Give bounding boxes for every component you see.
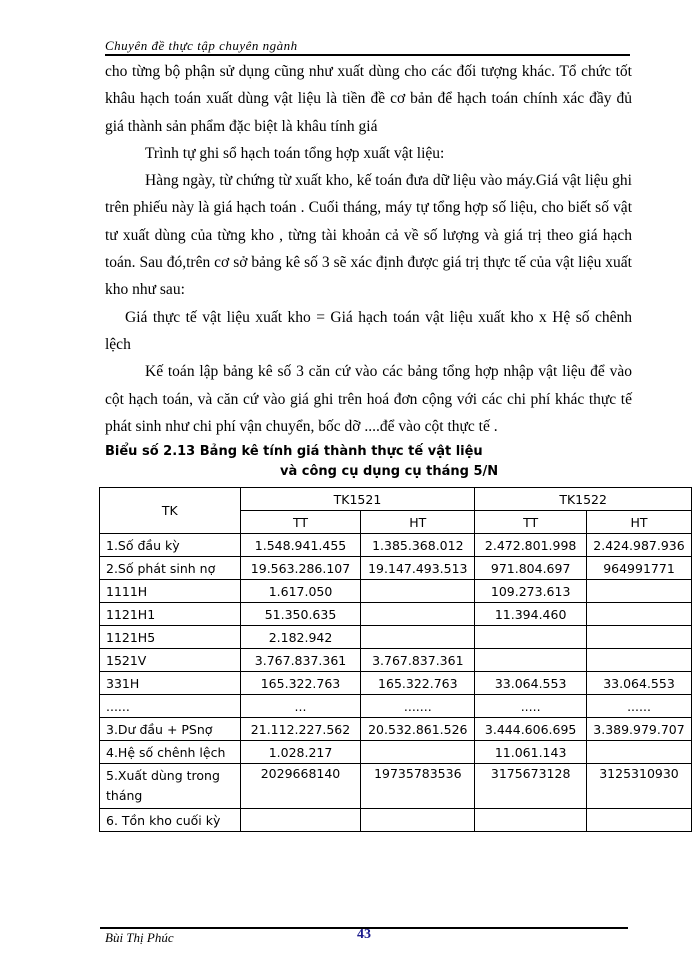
row-label-cell: 331H — [100, 672, 241, 695]
value-cell: 19.147.493.513 — [361, 557, 475, 580]
value-cell — [587, 741, 692, 764]
table-row — [100, 695, 692, 718]
footer-author: Bùi Thị Phúc — [105, 930, 174, 945]
value-cell: 19735783536 — [361, 764, 475, 809]
value-cell — [240, 809, 361, 832]
row-label-cell: 1121H5 — [100, 626, 241, 649]
table-row — [100, 557, 692, 580]
table-caption — [105, 442, 665, 482]
header-ht-1522: HT — [587, 511, 692, 534]
value-cell: 3175673128 — [475, 764, 587, 809]
body-text — [105, 58, 632, 440]
table-body — [100, 534, 692, 832]
value-cell — [587, 580, 692, 603]
value-cell: 3125310930 — [587, 764, 692, 809]
table-row — [100, 718, 692, 741]
paragraph: cho từng bộ phận sử dụng cũng như xuất dùng cho các đối tượng khác. Tổ chức tốt khâu hạch toán xuất dùng vật liệu là tiền đề cơ bản để hạch toán chính xác đầy đủ giá thành sản phẩm đặc biệt là khâu tính giá — [105, 63, 632, 135]
value-cell: ....... — [361, 695, 475, 718]
value-cell — [361, 580, 475, 603]
header-tk1521: TK1521 — [240, 488, 475, 511]
value-cell: 109.273.613 — [475, 580, 587, 603]
value-cell — [475, 626, 587, 649]
value-cell: 2.472.801.998 — [475, 534, 587, 557]
table-row — [100, 603, 692, 626]
header-tt-1521: TT — [240, 511, 361, 534]
table-row — [100, 809, 692, 832]
row-label-cell: 3.Dư đầu + PSnợ — [100, 718, 241, 741]
value-cell: 2.182.942 — [240, 626, 361, 649]
row-label-cell: 1.Số đầu kỳ — [100, 534, 241, 557]
header-tk: TK — [100, 488, 241, 534]
page-header: Chuyên đề thực tập chuyên ngành — [105, 38, 630, 56]
value-cell: 3.767.837.361 — [361, 649, 475, 672]
value-cell: 964991771 — [587, 557, 692, 580]
row-label-cell: 1121H1 — [100, 603, 241, 626]
table-row — [100, 649, 692, 672]
value-cell: 1.028.217 — [240, 741, 361, 764]
value-cell — [587, 626, 692, 649]
table-row — [100, 626, 692, 649]
row-label-cell: 1521V — [100, 649, 241, 672]
caption-line-1: Biểu số 2.13 Bảng kê tính giá thành thực tế vật liệu — [105, 444, 483, 459]
value-cell: ...... — [587, 695, 692, 718]
value-cell — [475, 649, 587, 672]
value-cell — [361, 741, 475, 764]
value-cell: 11.061.143 — [475, 741, 587, 764]
cost-table — [99, 487, 692, 832]
value-cell: 11.394.460 — [475, 603, 587, 626]
value-cell: 33.064.553 — [587, 672, 692, 695]
table-row — [100, 764, 692, 809]
table-row — [100, 534, 692, 557]
value-cell: 3.444.606.695 — [475, 718, 587, 741]
value-cell: 20.532.861.526 — [361, 718, 475, 741]
value-cell — [361, 603, 475, 626]
value-cell — [361, 809, 475, 832]
value-cell: 2029668140 — [240, 764, 361, 809]
value-cell: ... — [240, 695, 361, 718]
caption-line-2: và công cụ dụng cụ tháng 5/N — [280, 464, 499, 479]
table-row — [100, 741, 692, 764]
value-cell — [587, 649, 692, 672]
row-label-cell: 5.Xuất dùng trong tháng — [100, 764, 241, 809]
value-cell: 165.322.763 — [361, 672, 475, 695]
table-row — [100, 580, 692, 603]
value-cell: ..... — [475, 695, 587, 718]
row-label-cell: 2.Số phát sinh nợ — [100, 557, 241, 580]
paragraph: Hàng ngày, từ chứng từ xuất kho, kế toán đưa dữ liệu vào máy.Giá vật liệu ghi trên phiếu này là giá hạch toán . Cuối tháng, máy tự tổng hợp số liệu, cho biết số vật tư xuất dùng của từng kho , từng tài khoản cả về số lượng và giá trị theo giá hạch toán. Sau đó,trên cơ sở bảng kê số 3 sẽ xác định được giá trị thực tế của vật liệu xuất kho như sau: — [105, 172, 632, 299]
value-cell: 1.385.368.012 — [361, 534, 475, 557]
value-cell — [475, 809, 587, 832]
value-cell: 2.424.987.936 — [587, 534, 692, 557]
header-ht-1521: HT — [361, 511, 475, 534]
formula-paragraph: Giá thực tế vật liệu xuất kho = Giá hạch toán vật liệu xuất kho x Hệ số chênh lệch — [105, 308, 632, 353]
value-cell — [361, 626, 475, 649]
paragraph: Trình tự ghi sổ hạch toán tổng hợp xuất vật liệu: — [145, 144, 445, 162]
value-cell: 971.804.697 — [475, 557, 587, 580]
value-cell: 165.322.763 — [240, 672, 361, 695]
paragraph: Kế toán lập bảng kê số 3 căn cứ vào các bảng tổng hợp nhập vật liệu để vào cột hạch toán, và căn cứ vào giá ghi trên hoá đơn cộng với các chi phí khác thực tế phát sinh như chi phí vận chuyển, bốc dỡ ....để vào cột thực tế . — [105, 363, 632, 435]
row-label-cell: 4.Hệ số chênh lệch — [100, 741, 241, 764]
value-cell: 19.563.286.107 — [240, 557, 361, 580]
header-tk1522: TK1522 — [475, 488, 692, 511]
value-cell — [587, 809, 692, 832]
value-cell: 3.389.979.707 — [587, 718, 692, 741]
table-row — [100, 672, 692, 695]
value-cell: 3.767.837.361 — [240, 649, 361, 672]
value-cell: 21.112.227.562 — [240, 718, 361, 741]
value-cell: 51.350.635 — [240, 603, 361, 626]
row-label-cell: 1111H — [100, 580, 241, 603]
value-cell: 33.064.553 — [475, 672, 587, 695]
page-number: 43 — [357, 927, 371, 942]
value-cell: 1.617.050 — [240, 580, 361, 603]
value-cell: 1.548.941.455 — [240, 534, 361, 557]
row-label-cell: 6. Tồn kho cuối kỳ — [100, 809, 241, 832]
row-label-cell: ...... — [100, 695, 241, 718]
value-cell — [587, 603, 692, 626]
header-tt-1522: TT — [475, 511, 587, 534]
